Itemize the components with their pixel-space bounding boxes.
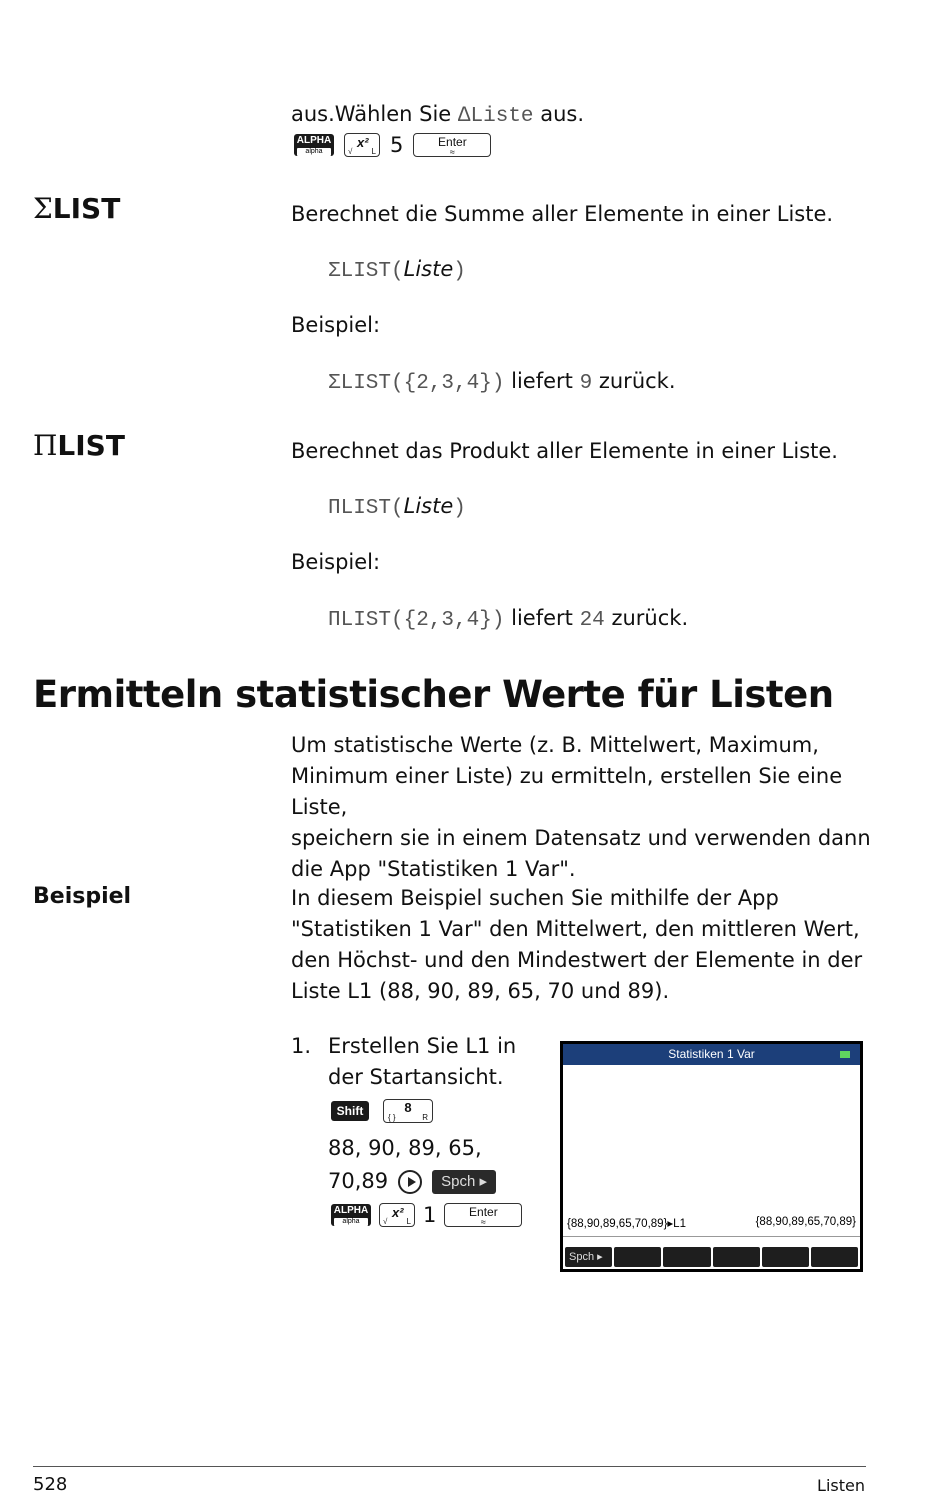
example-text-line: den Höchst- und den Mindestwert der Elemente in der	[291, 948, 863, 972]
right-arrow-key-icon	[398, 1170, 422, 1194]
enter-key-icon: Enter ≈	[444, 1203, 522, 1227]
section-intro-line: die App "Statistiken 1 Var".	[291, 857, 576, 881]
prod-list-heading	[33, 429, 125, 462]
step-text-line: Erstellen Sie L1 in	[328, 1034, 517, 1058]
example-text-line: In diesem Beispiel suchen Sie mithilfe der App	[291, 886, 779, 910]
shift-key-icon: Shift	[331, 1101, 369, 1121]
example-text-line: Liste L1 (88, 90, 89, 65, 70 und 89).	[291, 979, 670, 1003]
screen-title-bar: Statistiken 1 Var	[563, 1044, 860, 1065]
sum-list-syntax: ΣLIST(Liste)	[328, 257, 466, 283]
section-intro	[291, 730, 871, 885]
step-values-line2: 70,89	[328, 1169, 389, 1193]
screen-menu-button[interactable]	[713, 1247, 760, 1267]
sum-list-example: ΣLIST({2,3,4}) liefert 9 zurück.	[328, 369, 676, 395]
step-number: 1.	[291, 1034, 312, 1058]
sum-list-heading	[33, 192, 120, 225]
screen-separator	[563, 1236, 860, 1237]
intro-prefix: aus.Wählen Sie	[291, 102, 458, 126]
prod-list-example-label: Beispiel:	[291, 550, 381, 574]
screen-menu-spch-button[interactable]: Spch ▸	[565, 1247, 612, 1267]
section-intro-line: speichern sie in einem Datensatz und verwenden dann	[291, 826, 871, 850]
alpha-key-icon: ALPHA alpha	[331, 1204, 371, 1226]
eight-key-icon: 8 { } R	[383, 1099, 433, 1123]
key-sequence-store	[328, 1166, 496, 1197]
x-squared-key-icon: x² √ L	[344, 133, 380, 157]
sum-list-description: Berechnet die Summe aller Elemente in einer Liste.	[291, 202, 834, 226]
section-title: Ermitteln statistischer Werte für Listen	[33, 673, 834, 716]
prod-list-heading-text: LIST	[57, 429, 125, 462]
screen-menu-bar	[565, 1247, 858, 1267]
screen-history-input: {88,90,89,65,70,89}▸L1	[567, 1218, 686, 1230]
key-sequence-shift	[331, 1097, 433, 1125]
alpha-key-icon: ALPHA alpha	[294, 134, 334, 156]
screen-history-output: {88,90,89,65,70,89}	[755, 1216, 856, 1228]
prod-list-example: ΠLIST({2,3,4}) liefert 24 zurück.	[328, 606, 689, 632]
example-label: Beispiel	[33, 884, 132, 909]
x-squared-key-icon: x² √ L	[379, 1203, 415, 1227]
key-sequence-top	[294, 131, 491, 159]
intro-suffix: aus.	[533, 102, 585, 126]
digit-key-text: 5	[390, 133, 404, 157]
step-text-line: der Startansicht.	[328, 1065, 504, 1089]
section-intro-line: Um statistische Werte (z. B. Mittelwert, Maximum,	[291, 733, 819, 757]
key-sequence-alpha	[331, 1201, 522, 1229]
enter-key-icon: Enter ≈	[413, 133, 491, 157]
example-text-line: "Statistiken 1 Var" den Mittelwert, den mittleren Wert,	[291, 917, 860, 941]
example-text	[291, 883, 871, 1007]
prod-list-syntax: ΠLIST(Liste)	[328, 494, 466, 520]
screen-menu-button[interactable]	[811, 1247, 858, 1267]
sum-list-example-label: Beispiel:	[291, 313, 381, 337]
step-values-line1: 88, 90, 89, 65,	[328, 1136, 482, 1160]
sum-list-heading-text: LIST	[52, 192, 121, 225]
spch-key-icon: Spch ▸	[432, 1170, 496, 1194]
intro-line	[291, 99, 584, 132]
chapter-name: Listen	[817, 1476, 865, 1495]
screen-menu-button[interactable]	[762, 1247, 809, 1267]
calculator-screen	[560, 1041, 863, 1272]
screen-menu-button[interactable]	[663, 1247, 710, 1267]
digit-key-text: 1	[423, 1203, 437, 1227]
section-intro-line: Minimum einer Liste) zu ermitteln, erstellen Sie eine Liste,	[291, 764, 843, 819]
intro-code: ∆Liste	[457, 105, 534, 128]
screen-menu-button[interactable]	[614, 1247, 661, 1267]
step-text	[328, 1031, 516, 1093]
prod-list-description: Berechnet das Produkt aller Elemente in einer Liste.	[291, 439, 838, 463]
pi-symbol: Π	[33, 429, 58, 462]
page-number: 528	[33, 1474, 68, 1495]
sigma-symbol: Σ	[33, 192, 53, 225]
battery-icon	[840, 1051, 850, 1058]
footer-divider	[33, 1466, 866, 1467]
